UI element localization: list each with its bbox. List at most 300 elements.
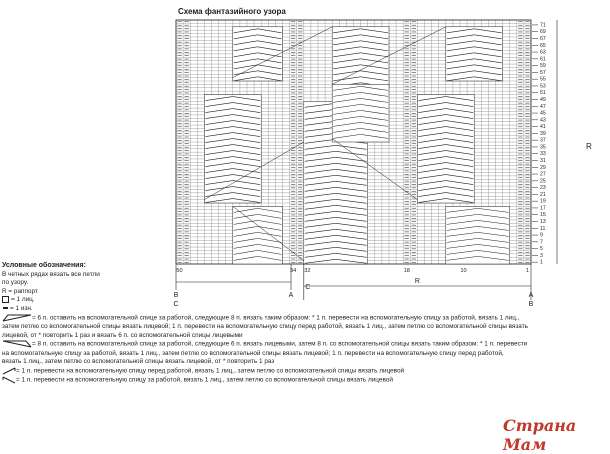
purl-mark <box>405 228 409 229</box>
purl-mark <box>405 252 409 253</box>
purl-mark <box>405 140 409 141</box>
purl-mark <box>518 184 522 185</box>
purl-mark <box>525 123 529 124</box>
purl-mark <box>405 157 409 158</box>
purl-mark <box>177 259 181 260</box>
purl-mark <box>518 25 522 26</box>
purl-mark <box>525 96 529 97</box>
purl-mark <box>177 242 181 243</box>
purl-mark <box>177 184 181 185</box>
purl-mark <box>412 205 416 206</box>
purl-mark <box>177 45 181 46</box>
purl-mark <box>291 38 295 39</box>
row-number: 11 <box>540 225 546 232</box>
purl-mark <box>412 147 416 148</box>
purl-mark <box>291 113 295 114</box>
purl-mark <box>291 103 295 104</box>
stitch-number: 50 <box>176 268 183 274</box>
purl-mark <box>405 150 409 151</box>
purl-mark <box>185 215 189 216</box>
purl-mark <box>291 32 295 33</box>
row-number: 69 <box>540 29 546 36</box>
purl-mark <box>298 249 302 250</box>
purl-mark <box>185 150 189 151</box>
purl-mark <box>291 215 295 216</box>
purl-mark <box>298 32 302 33</box>
purl-mark <box>525 22 529 23</box>
purl-mark <box>177 103 181 104</box>
purl-mark <box>185 167 189 168</box>
purl-mark <box>412 140 416 141</box>
purl-mark <box>412 55 416 56</box>
purl-mark <box>412 130 416 131</box>
purl-mark <box>412 150 416 151</box>
purl-mark <box>405 66 409 67</box>
legend-purl: = 1 изн. <box>2 305 602 314</box>
purl-mark <box>185 188 189 189</box>
purl-mark <box>525 28 529 29</box>
purl-mark <box>291 55 295 56</box>
purl-mark <box>185 154 189 155</box>
purl-mark <box>185 123 189 124</box>
purl-mark <box>525 232 529 233</box>
purl-mark <box>185 144 189 145</box>
purl-mark <box>298 55 302 56</box>
purl-mark <box>185 211 189 212</box>
stitch-number: 18 <box>403 268 410 274</box>
purl-mark <box>291 225 295 226</box>
purl-mark <box>298 22 302 23</box>
purl-mark <box>291 184 295 185</box>
purl-mark <box>185 171 189 172</box>
purl-mark <box>525 171 529 172</box>
purl-mark <box>185 133 189 134</box>
purl-mark <box>525 167 529 168</box>
purl-mark <box>518 55 522 56</box>
purl-mark <box>185 110 189 111</box>
purl-mark <box>412 137 416 138</box>
purl-mark <box>525 130 529 131</box>
purl-mark <box>298 208 302 209</box>
purl-mark <box>405 62 409 63</box>
purl-dash-icon <box>3 307 8 309</box>
purl-mark <box>291 154 295 155</box>
purl-mark <box>412 103 416 104</box>
purl-mark <box>185 106 189 107</box>
purl-mark <box>405 103 409 104</box>
row-number: 65 <box>540 42 546 49</box>
purl-mark <box>298 205 302 206</box>
purl-mark <box>298 45 302 46</box>
purl-mark <box>291 140 295 141</box>
row-number: 9 <box>540 232 543 239</box>
purl-mark <box>291 127 295 128</box>
row-number: 71 <box>540 22 546 29</box>
purl-mark <box>412 218 416 219</box>
purl-mark <box>518 228 522 229</box>
purl-mark <box>185 232 189 233</box>
purl-mark <box>525 191 529 192</box>
purl-mark <box>298 157 302 158</box>
purl-mark <box>518 255 522 256</box>
purl-mark <box>412 113 416 114</box>
purl-mark <box>412 83 416 84</box>
purl-mark <box>525 154 529 155</box>
row-number: 21 <box>540 191 546 198</box>
purl-mark <box>525 194 529 195</box>
purl-mark <box>405 255 409 256</box>
purl-mark <box>412 249 416 250</box>
purl-mark <box>412 45 416 46</box>
purl-mark <box>177 177 181 178</box>
purl-mark <box>185 38 189 39</box>
purl-mark <box>405 232 409 233</box>
purl-mark <box>177 164 181 165</box>
purl-mark <box>412 194 416 195</box>
purl-mark <box>518 45 522 46</box>
purl-mark <box>291 259 295 260</box>
purl-mark <box>518 177 522 178</box>
purl-mark <box>291 198 295 199</box>
row-number: 49 <box>540 96 546 103</box>
purl-mark <box>177 66 181 67</box>
purl-mark <box>185 252 189 253</box>
purl-mark <box>298 38 302 39</box>
purl-mark <box>177 167 181 168</box>
purl-mark <box>412 79 416 80</box>
purl-mark <box>518 252 522 253</box>
purl-mark <box>405 86 409 87</box>
purl-mark <box>177 130 181 131</box>
purl-mark <box>412 157 416 158</box>
purl-mark <box>185 79 189 80</box>
purl-mark <box>298 99 302 100</box>
purl-mark <box>298 232 302 233</box>
row-number: 1 <box>540 259 543 266</box>
purl-mark <box>177 238 181 239</box>
purl-mark <box>177 42 181 43</box>
legend-line3: R = раппорт <box>2 287 38 295</box>
purl-mark <box>525 205 529 206</box>
purl-mark <box>177 96 181 97</box>
purl-mark <box>405 99 409 100</box>
chart-cable-blocks <box>204 27 509 264</box>
purl-mark <box>177 218 181 219</box>
purl-mark <box>412 245 416 246</box>
purl-mark <box>525 42 529 43</box>
purl-mark <box>525 86 529 87</box>
purl-mark <box>177 140 181 141</box>
purl-mark <box>412 171 416 172</box>
purl-mark <box>412 144 416 145</box>
legend-cable8: = 8 п. оставить на вспомогательной спице за работой, следующие 6 п. вязать лицевыми, затем 8 п. со вспомогательной спицы вязать таким образом: * 1 п. перевести <box>2 340 602 349</box>
purl-mark <box>291 188 295 189</box>
purl-mark <box>177 69 181 70</box>
purl-mark <box>518 140 522 141</box>
purl-mark <box>185 255 189 256</box>
purl-mark <box>525 235 529 236</box>
purl-mark <box>291 89 295 90</box>
purl-mark <box>518 150 522 151</box>
legend-line2: по узору. <box>2 279 29 287</box>
purl-mark <box>525 49 529 50</box>
purl-mark <box>177 133 181 134</box>
purl-mark <box>185 205 189 206</box>
row-number: 23 <box>540 185 546 192</box>
purl-mark <box>185 184 189 185</box>
purl-mark <box>518 221 522 222</box>
purl-mark <box>405 106 409 107</box>
purl-mark <box>412 252 416 253</box>
purl-mark <box>298 49 302 50</box>
purl-mark <box>185 55 189 56</box>
watermark-logo: Страна Мам <box>503 416 577 454</box>
row-number: 45 <box>540 110 546 117</box>
purl-mark <box>298 69 302 70</box>
purl-mark <box>185 181 189 182</box>
purl-mark <box>291 201 295 202</box>
purl-mark <box>291 120 295 121</box>
purl-mark <box>177 89 181 90</box>
purl-mark <box>525 218 529 219</box>
purl-mark <box>291 191 295 192</box>
purl-mark <box>525 59 529 60</box>
purl-mark <box>525 35 529 36</box>
purl-mark <box>412 167 416 168</box>
purl-mark <box>405 194 409 195</box>
purl-mark <box>185 137 189 138</box>
purl-mark <box>177 120 181 121</box>
purl-mark <box>405 120 409 121</box>
purl-mark <box>291 208 295 209</box>
purl-mark <box>525 164 529 165</box>
purl-mark <box>177 110 181 111</box>
purl-mark <box>177 113 181 114</box>
purl-mark <box>518 211 522 212</box>
row-number: 57 <box>540 69 546 76</box>
purl-mark <box>518 89 522 90</box>
purl-mark <box>518 113 522 114</box>
purl-mark <box>185 32 189 33</box>
purl-mark <box>405 45 409 46</box>
purl-mark <box>518 225 522 226</box>
purl-mark <box>405 249 409 250</box>
purl-mark <box>177 252 181 253</box>
stitch-number: 32 <box>304 268 311 274</box>
purl-mark <box>185 52 189 53</box>
purl-mark <box>412 93 416 94</box>
purl-mark <box>518 79 522 80</box>
purl-mark <box>291 218 295 219</box>
purl-mark <box>291 25 295 26</box>
purl-mark <box>291 96 295 97</box>
purl-mark <box>405 110 409 111</box>
purl-mark <box>525 174 529 175</box>
purl-mark <box>298 72 302 73</box>
purl-mark <box>412 177 416 178</box>
purl-mark <box>177 174 181 175</box>
purl-mark <box>525 228 529 229</box>
purl-mark <box>412 215 416 216</box>
marker-c2: C <box>305 284 311 291</box>
purl-mark <box>405 35 409 36</box>
purl-mark <box>298 93 302 94</box>
purl-mark <box>412 123 416 124</box>
purl-mark <box>177 22 181 23</box>
purl-mark <box>291 123 295 124</box>
purl-mark <box>177 93 181 94</box>
purl-mark <box>185 177 189 178</box>
row-number: 55 <box>540 76 546 83</box>
purl-mark <box>525 127 529 128</box>
purl-mark <box>525 188 529 189</box>
row-number: 25 <box>540 178 546 185</box>
purl-mark <box>518 174 522 175</box>
purl-mark <box>185 238 189 239</box>
purl-mark <box>298 28 302 29</box>
purl-mark <box>405 205 409 206</box>
purl-mark <box>518 62 522 63</box>
purl-mark <box>518 106 522 107</box>
purl-mark <box>291 171 295 172</box>
purl-mark <box>412 160 416 161</box>
purl-mark <box>291 49 295 50</box>
purl-mark <box>525 25 529 26</box>
purl-mark <box>177 32 181 33</box>
purl-mark <box>525 89 529 90</box>
purl-mark <box>177 137 181 138</box>
purl-mark <box>291 116 295 117</box>
purl-mark <box>177 188 181 189</box>
purl-mark <box>412 221 416 222</box>
purl-mark <box>412 106 416 107</box>
purl-mark <box>185 201 189 202</box>
purl-mark <box>291 144 295 145</box>
purl-mark <box>405 38 409 39</box>
purl-mark <box>518 103 522 104</box>
purl-mark <box>525 79 529 80</box>
purl-mark <box>412 181 416 182</box>
purl-mark <box>298 113 302 114</box>
purl-mark <box>518 66 522 67</box>
purl-mark <box>405 235 409 236</box>
purl-mark <box>518 116 522 117</box>
purl-mark <box>405 225 409 226</box>
purl-mark <box>518 205 522 206</box>
purl-mark <box>412 52 416 53</box>
purl-mark <box>177 181 181 182</box>
purl-mark <box>291 83 295 84</box>
legend-cross-right: = 1 п. перевести на вспомогательную спицу за работой, вязать 1 лиц., затем петлю со вспомогательной спицы вязать лицевой <box>2 376 602 385</box>
purl-mark <box>412 211 416 212</box>
purl-mark <box>518 83 522 84</box>
purl-mark <box>412 110 416 111</box>
purl-mark <box>412 38 416 39</box>
purl-mark <box>298 106 302 107</box>
purl-mark <box>405 238 409 239</box>
purl-mark <box>177 25 181 26</box>
purl-mark <box>525 140 529 141</box>
purl-mark <box>412 232 416 233</box>
purl-mark <box>185 89 189 90</box>
row-number: 43 <box>540 117 546 124</box>
purl-mark <box>185 160 189 161</box>
purl-mark <box>525 150 529 151</box>
purl-mark <box>185 130 189 131</box>
purl-mark <box>412 96 416 97</box>
purl-mark <box>412 259 416 260</box>
purl-mark <box>405 164 409 165</box>
purl-mark <box>405 59 409 60</box>
purl-mark <box>185 86 189 87</box>
purl-mark <box>525 184 529 185</box>
purl-mark <box>298 62 302 63</box>
purl-mark <box>518 160 522 161</box>
purl-mark <box>185 157 189 158</box>
purl-mark <box>518 69 522 70</box>
purl-mark <box>518 123 522 124</box>
purl-mark <box>405 259 409 260</box>
purl-mark <box>185 59 189 60</box>
purl-mark <box>291 221 295 222</box>
purl-mark <box>291 79 295 80</box>
legend-cable8-c: вязать 1 лиц., затем петлю со вспомогательной спицы вязать лицевой, от * повторить 1 раз <box>2 358 275 366</box>
purl-mark <box>177 76 181 77</box>
purl-mark <box>405 93 409 94</box>
purl-mark <box>518 238 522 239</box>
purl-mark <box>291 22 295 23</box>
row-number: 33 <box>540 151 546 158</box>
purl-mark <box>298 194 302 195</box>
purl-mark <box>412 99 416 100</box>
purl-mark <box>185 28 189 29</box>
purl-mark <box>412 35 416 36</box>
purl-mark <box>518 127 522 128</box>
purl-mark <box>185 194 189 195</box>
purl-mark <box>525 103 529 104</box>
purl-mark <box>518 235 522 236</box>
purl-mark <box>177 116 181 117</box>
purl-mark <box>298 130 302 131</box>
purl-mark <box>405 191 409 192</box>
purl-mark <box>405 127 409 128</box>
purl-mark <box>405 154 409 155</box>
purl-mark <box>525 45 529 46</box>
purl-mark <box>291 76 295 77</box>
legend-heading: Условные обозначения: <box>2 262 86 269</box>
purl-mark <box>405 22 409 23</box>
purl-mark <box>185 103 189 104</box>
cross-left-icon <box>2 367 16 375</box>
stitch-number: 34 <box>290 268 297 274</box>
purl-mark <box>525 55 529 56</box>
purl-mark <box>518 157 522 158</box>
purl-mark <box>298 252 302 253</box>
purl-mark <box>298 120 302 121</box>
marker-c: C <box>173 301 179 308</box>
purl-mark <box>412 133 416 134</box>
legend-cable6-c: лицевой, от * повторить 1 раз и вязать 6 п. со вспомогательной спицы лицевыми <box>2 331 243 339</box>
row-number: 17 <box>540 205 546 212</box>
purl-mark <box>518 147 522 148</box>
purl-mark <box>291 228 295 229</box>
purl-mark <box>291 35 295 36</box>
purl-mark <box>525 110 529 111</box>
cable-right-icon <box>2 340 32 348</box>
row-number: 5 <box>540 246 543 253</box>
purl-mark <box>177 123 181 124</box>
purl-mark <box>177 150 181 151</box>
